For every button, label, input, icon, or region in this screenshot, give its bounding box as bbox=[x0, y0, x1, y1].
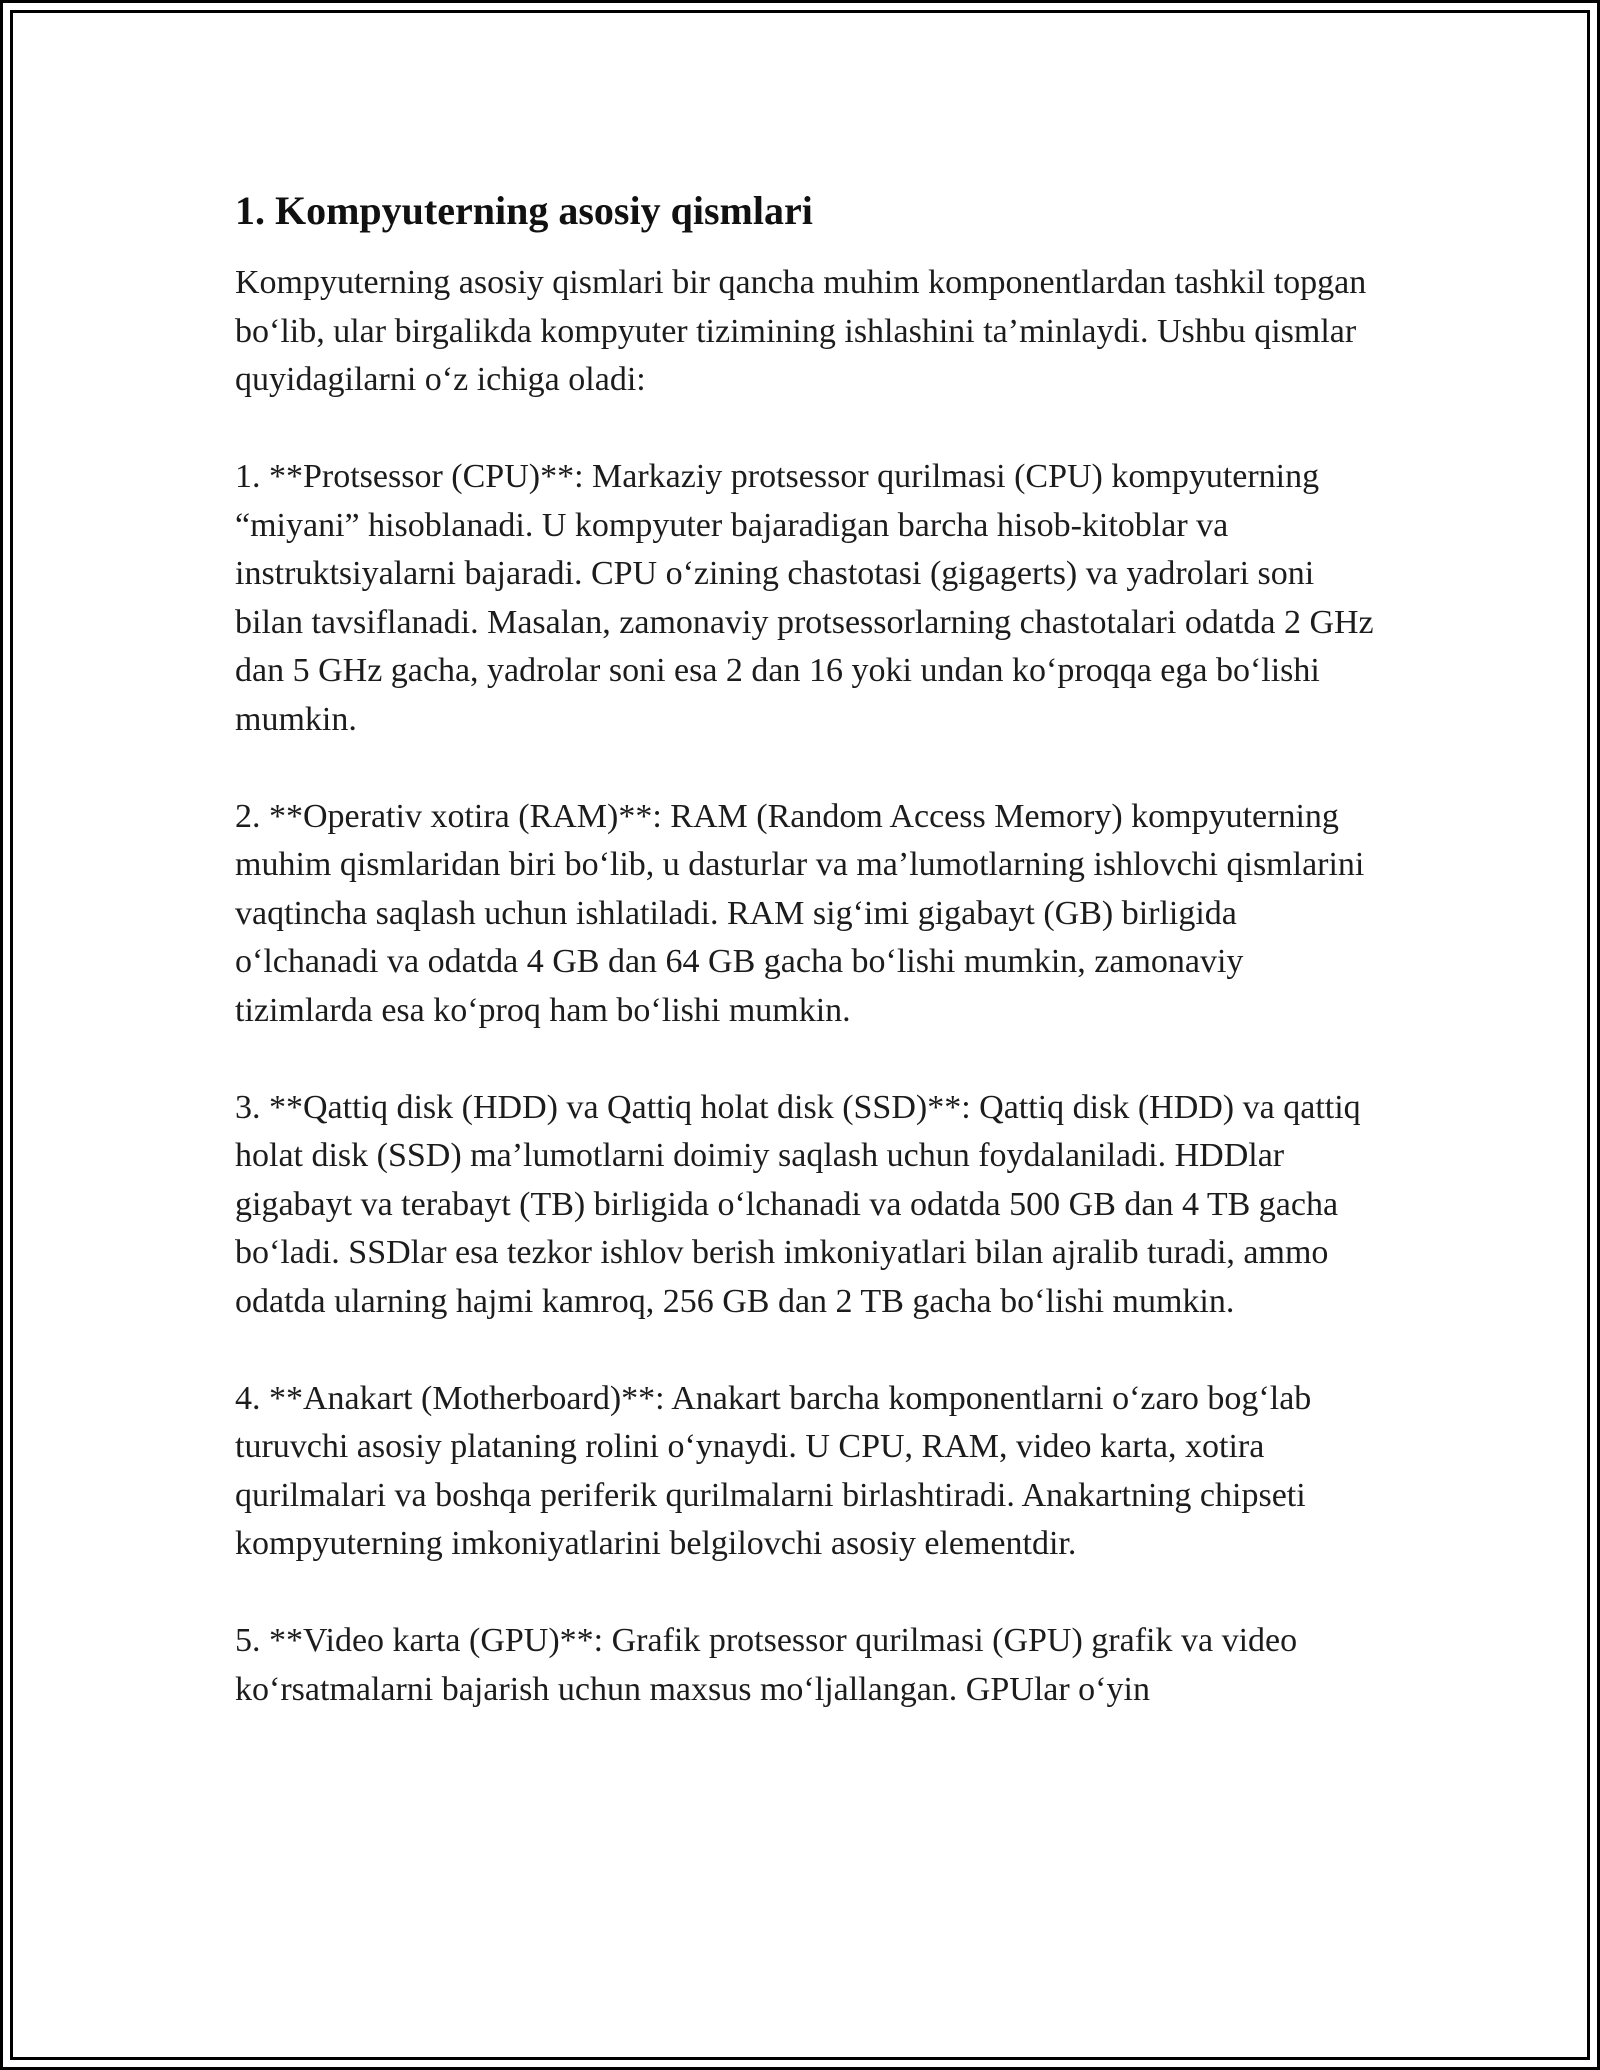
gpu-paragraph: 5. **Video karta (GPU)**: Grafik protsessor qurilmasi (GPU) grafik va video ko‘rsatmalarni bajarish uchun maxsus mo‘ljallangan. GPUlar o‘yin bbox=[235, 1622, 1298, 1708]
document-body bbox=[235, 186, 1375, 1714]
storage-paragraph: 3. **Qattiq disk (HDD) va Qattiq holat disk (SSD)**: Qattiq disk (HDD) va qattiq holat disk (SSD) ma’lumotlarni doimiy saqlash uchun foydalaniladi. HDDlar gigabayt va terabayt (TB) birligida o‘lchanadi va odatda 500 GB dan 4 TB gacha bo‘ladi. SSDlar esa tezkor ishlov berish imkoniyatlari bilan ajralib turadi, ammo odatda ularning hajmi kamroq, 256 GB dan 2 TB gacha bo‘lishi mumkin. bbox=[235, 1088, 1361, 1320]
ram-paragraph: 2. **Operativ xotira (RAM)**: RAM (Random Access Memory) kompyuterning muhim qismlaridan biri bo‘lib, u dasturlar va ma’lumotlarning ishlovchi qismlarini vaqtincha saqlash uchun ishlatiladi. RAM sig‘imi gigabayt (GB) birligida o‘lchanadi va odatda 4 GB dan 64 GB gacha bo‘lishi mumkin, zamonaviy tizimlarda esa ko‘proq ham bo‘lishi mumkin. bbox=[235, 797, 1365, 1029]
document-title: 1. Kompyuterning asosiy qismlari bbox=[235, 188, 813, 233]
cpu-paragraph: 1. **Protsessor (CPU)**: Markaziy protsessor qurilmasi (CPU) kompyuterning “miyani” hisoblanadi. U kompyuter bajaradigan barcha hisob-kitoblar va instruktsiyalarni bajaradi. CPU o‘zining chastotasi (gigagerts) va yadrolari soni bilan tavsiflanadi. Masalan, zamonaviy protsessorlarning chastotalari odatda 2 GHz dan 5 GHz gacha, yadrolar soni esa 2 dan 16 yoki undan ko‘proqqa ega bo‘lishi mumkin. bbox=[235, 458, 1374, 738]
intro-paragraph: Kompyuterning asosiy qismlari bir qancha muhim komponentlardan tashkil topgan bo‘lib, ular birgalikda kompyuter tizimining ishlashini ta’minlaydi. Ushbu qismlar quyidagilarni o‘z ichiga oladi: bbox=[235, 264, 1367, 398]
motherboard-paragraph: 4. **Anakart (Motherboard)**: Anakart barcha komponentlarni o‘zaro bog‘lab turuvchi asosiy plataning rolini o‘ynaydi. U CPU, RAM, video karta, xotira qurilmalari va boshqa periferik qurilmalarni birlashtiradi. Anakartning chipseti kompyuterning imkoniyatlarini belgilovchi asosiy elementdir. bbox=[235, 1379, 1312, 1562]
